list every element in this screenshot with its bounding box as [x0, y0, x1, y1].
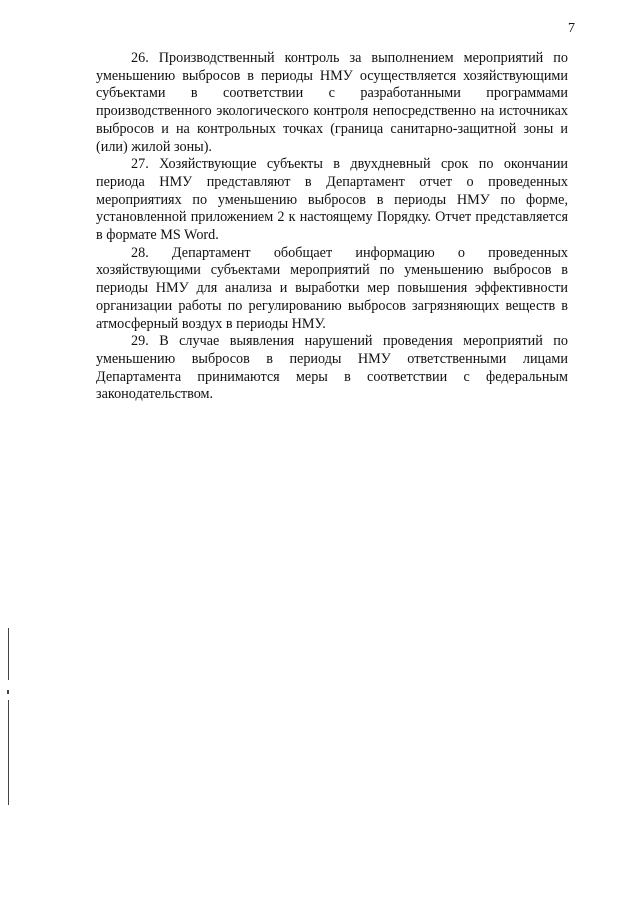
paragraph-26: 26. Производственный контроль за выполнением мероприятий по уменьшению выбросов в периоды НМУ осуществляется хозяйствующими субъектами в соответствии с разработанными программами производственного экологического контроля непосредственно на источниках выбросов и на контрольных точках (граница санитарно-защитной зоны и (или) жилой зоны). [96, 50, 568, 155]
paragraph-27: 27. Хозяйствующие субъекты в двухдневный срок по окончании периода НМУ представляют в Департамент отчет о проведенных мероприятиях по уменьшению выбросов в периоды НМУ по форме, установленной приложением 2 к настоящему Порядку. Отчет представляется в формате MS Word. [96, 156, 568, 244]
paragraph-29: 29. В случае выявления нарушений проведения мероприятий по уменьшению выбросов в периоды НМУ ответственными лицами Департамента принимаются меры в соответствии с федеральным законодательством. [96, 333, 568, 403]
scan-edge-mark [7, 690, 9, 694]
paragraph-28: 28. Департамент обобщает информацию о проведенных хозяйствующими субъектами мероприятий по уменьшению выбросов в периоды НМУ для анализа и выработки мер повышения эффективности организации работы по регулированию выбросов загрязняющих веществ в атмосферный воздух в периоды НМУ. [96, 244, 568, 332]
scan-edge-mark [8, 700, 9, 805]
page-number: 7 [568, 21, 575, 36]
document-body [96, 50, 568, 404]
scan-edge-mark [8, 628, 9, 680]
